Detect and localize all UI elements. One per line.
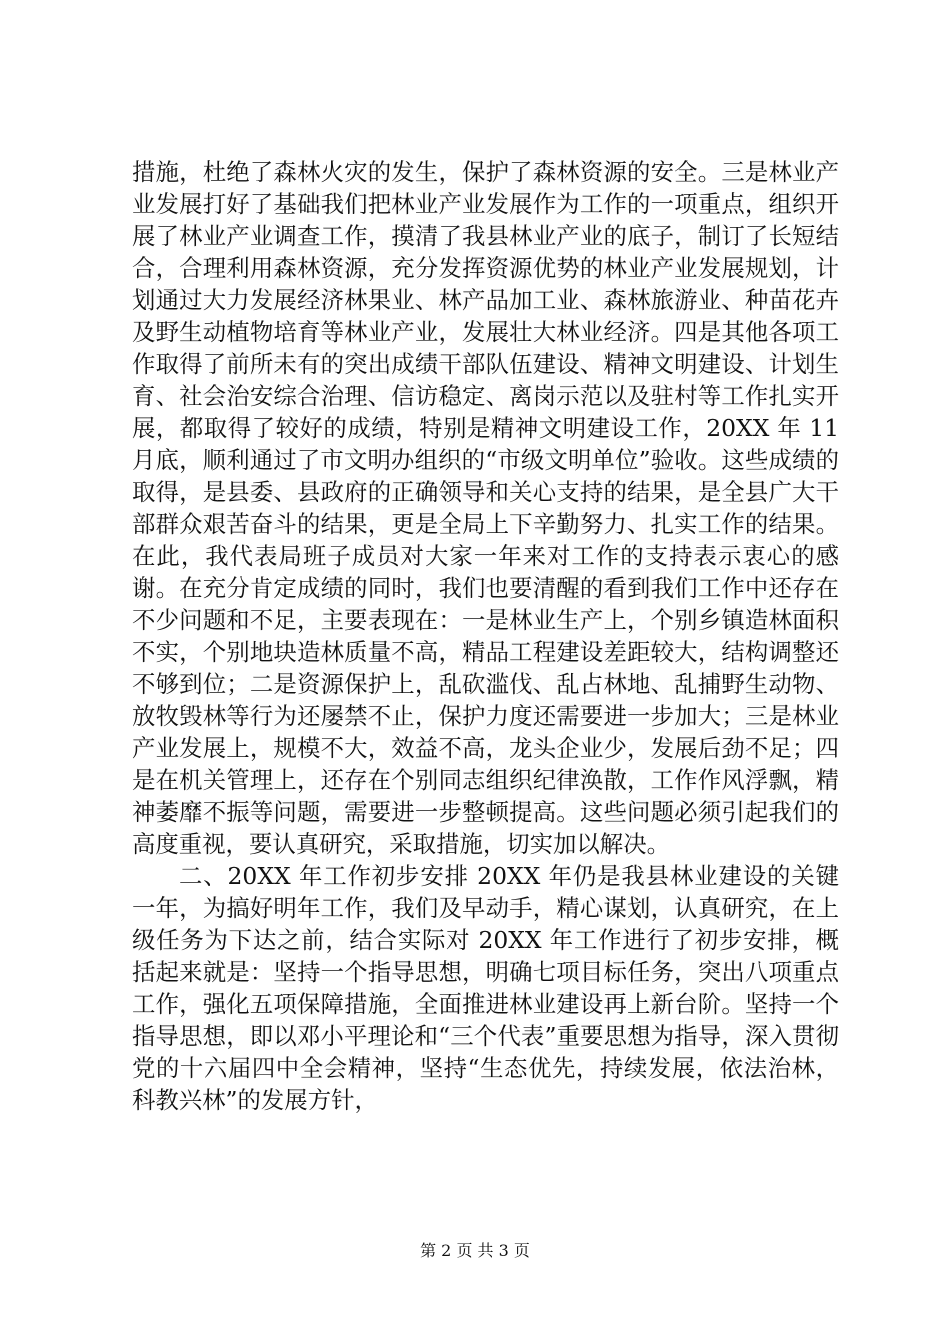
page-number-footer: 第 2 页 共 3 页 bbox=[420, 1241, 530, 1260]
body-paragraph-1: 措施，杜绝了森林火灾的发生，保护了森林资源的安全。三是林业产业发展打好了基础我们把林业产业发展作为工作的一项重点，组织开展了林业产业调查工作，摸清了我县林业产业的底子，制订了长短结合，合理利用森林资源，充分发挥资源优势的林业产业发展规划，计划通过大力发展经济林果业、林产品加工业、森林旅游业、种苗花卉及野生动植物培育等林业产业，发展壮大林业经济。四是其他各项工作取得了前所未有的突出成绩干部队伍建设、精神文明建设、计划生育、社会治安综合治理、信访稳定、离岗示范以及驻村等工作扎实开展，都取得了较好的成绩，特别是精神文明建设工作，20XX 年 11 月底，顺利通过了市文明办组织的“市级文明单位”验收。这些成绩的取得，是县委、县政府的正确领导和关心支持的结果，是全县广大干部群众艰苦奋斗的结果，更是全局上下辛勤努力、扎实工作的结果。在此，我代表局班子成员对大家一年来对工作的支持表示衷心的感谢。在充分肯定成绩的同时，我们也要清醒的看到我们工作中还存在不少问题和不足，主要表现在：一是林业生产上，个别乡镇造林面积不实，个别地块造林质量不高，精品工程建设差距较大，结构调整还不够到位；二是资源保护上，乱砍滥伐、乱占林地、乱捕野生动物、放牧毁林等行为还屡禁不止，保护力度还需要进一步加大；三是林业产业发展上，规模不大，效益不高，龙头企业少，发展后劲不足；四是在机关管理上，还存在个别同志组织纪律涣散，工作作风浮飘，精神萎靡不振等问题，需要进一步整顿提高。这些问题必须引起我们的高度重视，要认真研究，采取措施，切实加以解决。 bbox=[132, 158, 839, 858]
body-paragraph-2: 二、20XX 年工作初步安排 20XX 年仍是我县林业建设的关键一年，为搞好明年工作，我们及早动手，精心谋划，认真研究，在上级任务为下达之前，结合实际对 20XX 年工作进行了初步安排，概括起来就是：坚持一个指导思想，明确七项目标任务，突出八项重点工作，强化五项保障措施，全面推进林业建设再上新台阶。坚持一个指导思想，即以邓小平理论和“三个代表”重要思想为指导，深入贯彻党的十六届四中全会精神，坚持“生态优先，持续发展，依法治林，科教兴林”的发展方针， bbox=[132, 862, 839, 1114]
document-body bbox=[132, 156, 839, 1116]
